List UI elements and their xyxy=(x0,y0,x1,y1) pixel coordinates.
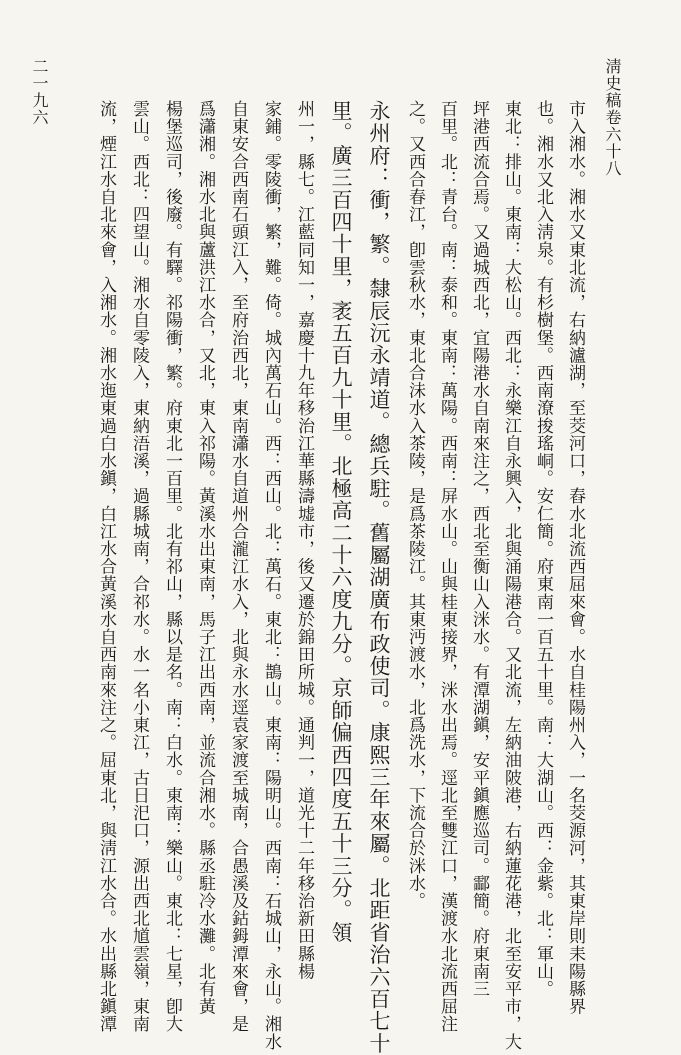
text-column: 永州府：衝，繁。隸辰沅永靖道。總兵駐。舊屬湖廣布政使司。康熙三年來屬。北距省治六百七十 xyxy=(367,100,391,1055)
page-number: 二一九六 xyxy=(30,58,49,126)
text-column: 市入湘水。湘水又東北流，右納瀘湖，至茭河口，舂水北流西屈來會。水自桂陽州入，一名茭源河，其東岸則耒陽縣界 xyxy=(565,100,585,1016)
text-column: 雲山。西北：四望山。湘水自零陵入，東納浯溪，過縣城南，合祁水。水一名小東江，古日汜口，源出西北馗雲嶺，東南 xyxy=(129,100,149,1033)
text-column: 里。廣三百四十里，袤五百九十里。北極高二十六度九分。京師偏西四度五十三分。領 xyxy=(329,100,353,944)
text-column: 也。湘水又北入淸泉。有杉樹堡。西南潦捘瑤峒。安仁簡。府東南一百五十里。南：大湖山。西：金紫。北：軍山。 xyxy=(533,100,553,998)
text-column: 楊堡巡司，後廢。有驛。祁陽衝，繁。府東北一百里。北有祁山，縣以是名。南：白水。東南：樂山。東北：七星，卽大 xyxy=(162,100,182,1033)
text-column: 自東安合西南石頭江入，至府治西北，東南瀟水自道州合瀧江水入，北與永水逕袁家渡至城南，合愚溪及鈷鉧潭來會，是 xyxy=(228,100,248,1033)
text-column: 爲瀟湘。湘水北與蘆洪江水合，又北，東入祁陽。黃溪水出東南，馬子江出西南，並流合湘水。縣丞駐冷水灘。北有黃 xyxy=(195,100,215,1016)
text-column: 家鋪。零陵衝，繁，難。倚。城內萬石山。西：西山。北：萬石。東北：鵲山。東南：陽明山。西南：石城山，永山。湘水 xyxy=(261,100,281,1051)
text-column: 之。又西合春江，卽雲秋水，東北合沬水入茶陵，是爲茶陵江。其東沔渡水，北爲洗水，下流合於洣水。 xyxy=(405,100,425,910)
text-column: 坪港西流合焉。又過城西北，宜陽港水自南來注之，西北至衡山入洣水。有潭湖鎭，安平鎭應巡司。酃簡。府東南三 xyxy=(469,100,489,998)
text-column: 百里。北：青台。南：泰和。東南：萬陽。西南：屏水山。山與桂東接界，洣水出焉。逕北至雙江口，漢渡水北流西屈注 xyxy=(437,100,457,1033)
text-column: 流，煙江水自北來會，入湘水。湘水迤東過白水鎭，白江水合黃溪水自西南來注之。屈東北，與淸江水合。水出縣北鎭潭 xyxy=(96,100,116,1033)
text-column: 州一，縣七。江藍同知一，嘉慶十九年移治江華縣濤墟市，後又遷於錦田所城。通判一，道光十二年移治新田縣楊 xyxy=(294,100,314,980)
text-column: 東北：排山。東南：大松山。西北：永樂江自永興入，北與涌陽港合。又北流，左納油陂港，右納蓮花港，北至安平市，大 xyxy=(501,100,521,1051)
running-head-title: 淸史稿卷六十八 xyxy=(603,58,622,177)
